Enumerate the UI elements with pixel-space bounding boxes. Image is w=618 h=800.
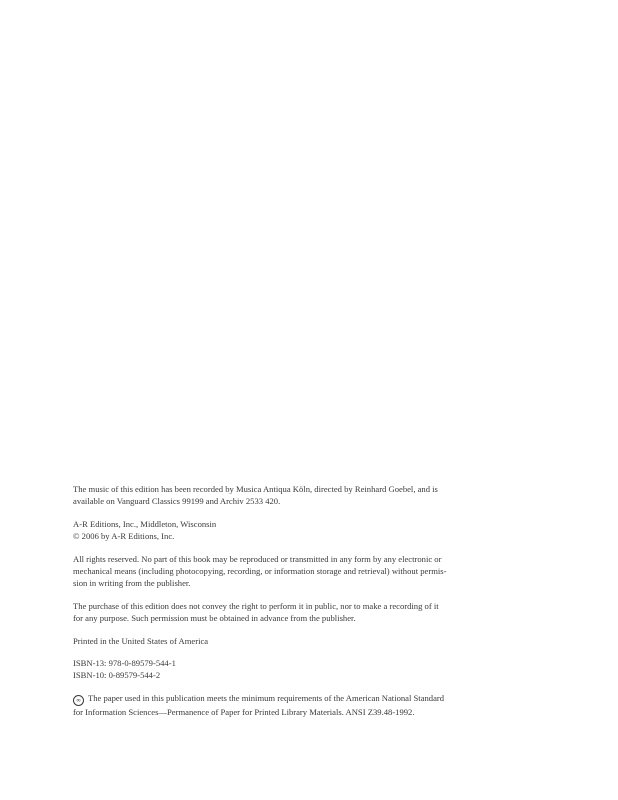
printed-in [73,635,513,647]
paper-permanence-note [73,692,513,718]
infinity-icon: ∞ [73,695,84,706]
printed-line: Printed in the United States of America [73,635,209,646]
publisher-line: A-R Editions, Inc., Middleton, Wisconsin [73,518,217,529]
performance-line: for any purpose. Such permission must be obtained in advance from the publisher. [73,613,356,624]
paper-note-text: The paper used in this publication meets the minimum requirements of the American National Standard [88,692,445,703]
isbn-block [73,657,513,682]
rights-line: sion in writing from the publisher. [73,578,191,589]
performance-line: The purchase of this edition does not convey the right to perform it in public, nor to make a recording of it [73,600,439,611]
paper-note-line: for Information Sciences—Permanence of Paper for Printed Library Materials. ANSI Z39.48-1992. [73,706,415,717]
recording-note [73,483,513,508]
rights-line: All rights reserved. No part of this book may be reproduced or transmitted in any form by any electronic or [73,553,442,564]
isbn-10: ISBN-10: 0-89579-544-2 [73,670,161,681]
paper-note-line [73,692,513,706]
copyright-line: © 2006 by A-R Editions, Inc. [73,531,175,542]
recording-note-line: The music of this edition has been recorded by Musica Antiqua Köln, directed by Reinhard Goebel, and is [73,484,438,494]
copyright-block [73,483,513,728]
rights-line: mechanical means (including photocopying, recording, or information storage and retrieval) without permis- [73,566,447,577]
recording-note-line: available on Vanguard Classics 99199 and Archiv 2533 420. [73,496,281,507]
isbn-13: ISBN-13: 978-0-89579-544-1 [73,658,176,669]
rights-statement [73,553,513,590]
performance-notice [73,600,513,625]
publisher-info [73,518,513,543]
